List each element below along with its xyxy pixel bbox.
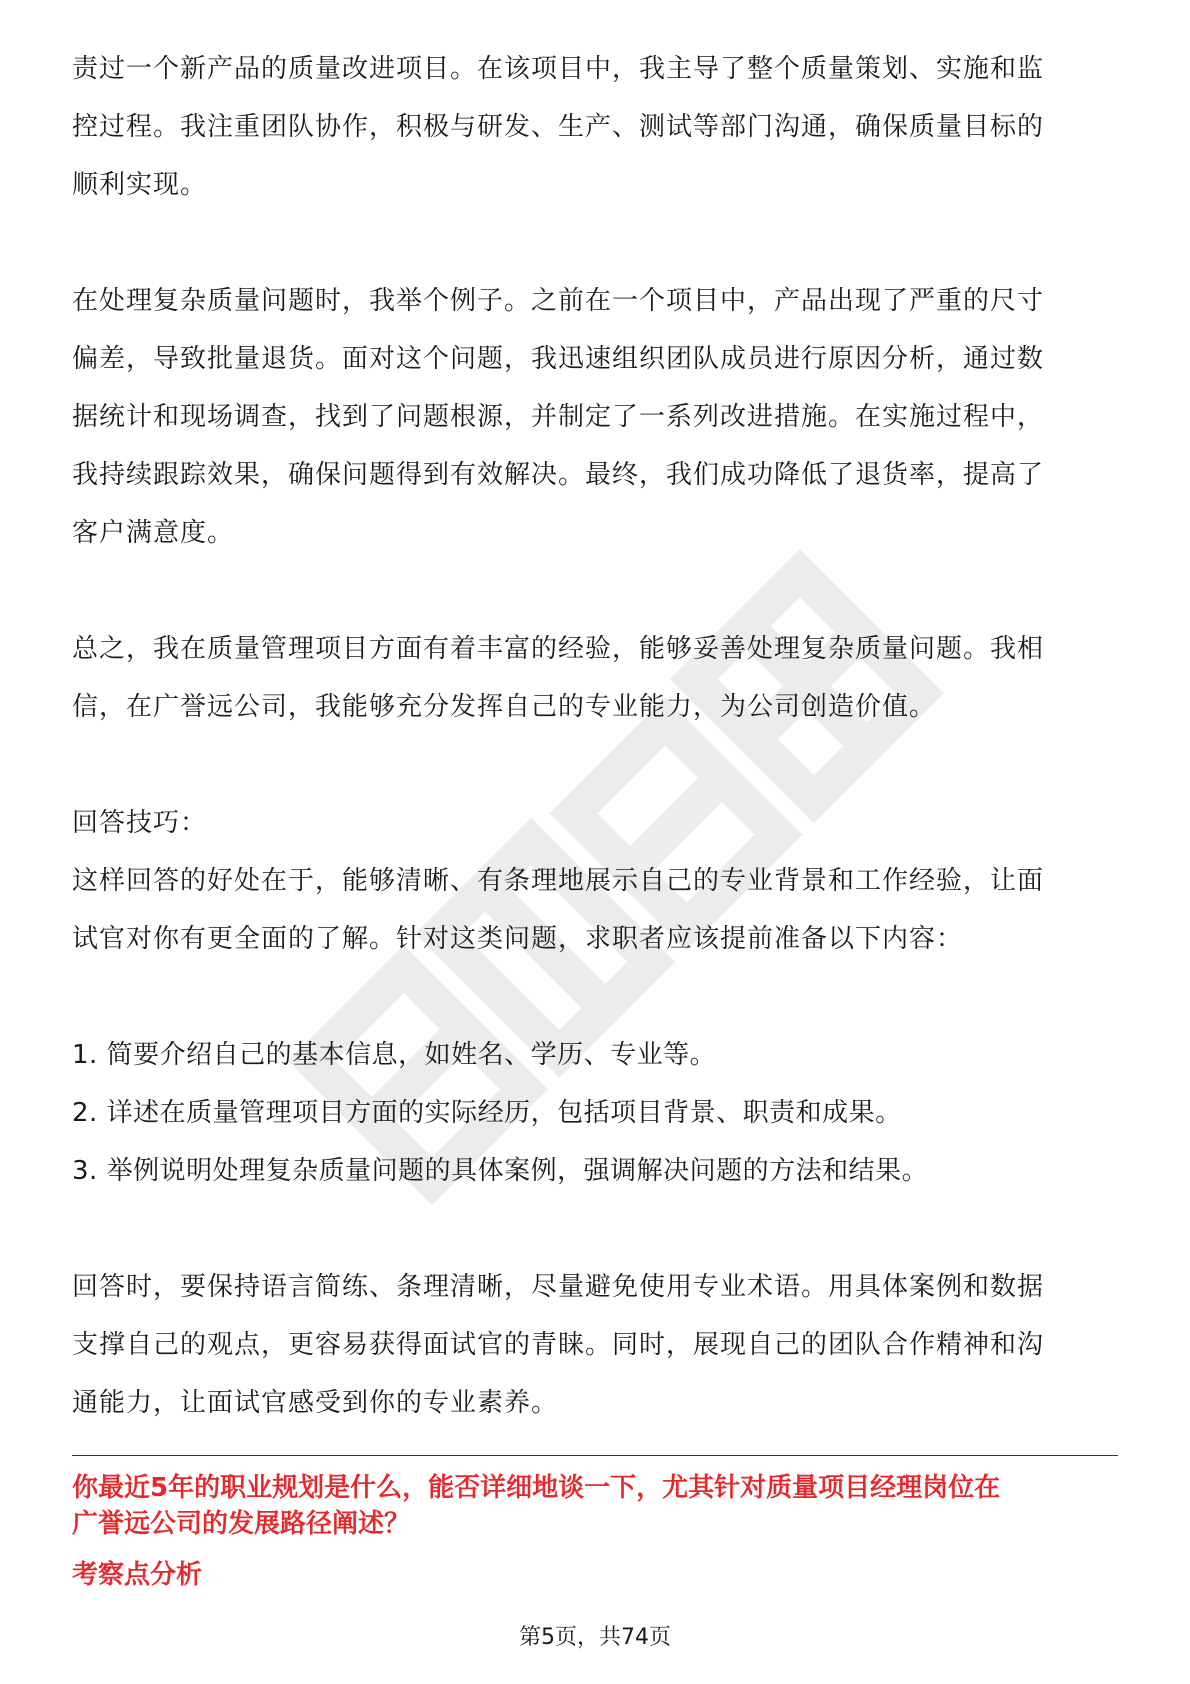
paragraph-summary — [72, 620, 1118, 736]
text-line: 偏差，导致批量退货。面对这个问题，我迅速组织团队成员进行原因分析，通过数 — [72, 344, 1045, 374]
paragraph-answer-advice — [72, 1258, 1118, 1432]
text-line: 据统计和现场调查，找到了问题根源，并制定了一系列改进措施。在实施过程中， — [72, 402, 1045, 432]
interview-question — [72, 1470, 1118, 1542]
text-line: 在处理复杂质量问题时，我举个例子。之前在一个项目中，产品出现了严重的尺寸 — [72, 286, 1045, 316]
text-line: 信，在广誉远公司，我能够充分发挥自己的专业能力，为公司创造价值。 — [72, 692, 937, 722]
text-line: 我持续跟踪效果，确保问题得到有效解决。最终，我们成功降低了退货率，提高了 — [72, 460, 1045, 490]
preparation-list — [72, 1026, 1118, 1200]
paragraph-gap — [72, 562, 1118, 620]
text-line: 责过一个新产品的质量改进项目。在该项目中，我主导了整个质量策划、实施和监 — [72, 54, 1045, 84]
paragraph-gap — [72, 214, 1118, 272]
document-body — [72, 40, 1118, 1432]
paragraph-gap — [72, 736, 1118, 794]
text-line: 顺利实现。 — [72, 170, 208, 200]
analysis-section-title: 考察点分析 — [72, 1560, 203, 1590]
text-line: 这样回答的好处在于，能够清晰、有条理地展示自己的专业背景和工作经验，让面 — [72, 866, 1045, 896]
text-line: 回答时，要保持语言简练、条理清晰，尽量避免使用专业术语。用具体案例和数据 — [72, 1272, 1045, 1302]
list-item: 3. 举例说明处理复杂质量问题的具体案例，强调解决问题的方法和结果。 — [72, 1156, 929, 1186]
text-line: 客户满意度。 — [72, 518, 235, 548]
text-line: 总之，我在质量管理项目方面有着丰富的经验，能够妥善处理复杂质量问题。我相 — [72, 634, 1045, 664]
section-divider — [72, 1455, 1118, 1456]
text-line: 通能力，让面试官感受到你的专业素养。 — [72, 1388, 559, 1418]
text-line: 控过程。我注重团队协作，积极与研发、生产、测试等部门沟通，确保质量目标的 — [72, 112, 1045, 142]
text-line: 试官对你有更全面的了解。针对这类问题，求职者应该提前准备以下内容： — [72, 924, 964, 954]
text-line: 支撑自己的观点，更容易获得面试官的青睐。同时，展现自己的团队合作精神和沟 — [72, 1330, 1045, 1360]
page-number-footer: 第5页，共74页 — [519, 1625, 671, 1650]
question-line: 你最近5年的职业规划是什么，能否详细地谈一下，尤其针对质量项目经理岗位在 — [72, 1473, 1001, 1503]
paragraph-gap — [72, 1200, 1118, 1258]
paragraph-gap — [72, 968, 1118, 1026]
list-item: 1. 简要介绍自己的基本信息，如姓名、学历、专业等。 — [72, 1040, 717, 1070]
paragraph-complex-issue-example — [72, 272, 1118, 562]
paragraph-tips — [72, 852, 1118, 968]
list-item: 2. 详述在质量管理项目方面的实际经历，包括项目背景、职责和成果。 — [72, 1098, 902, 1128]
paragraph-project-experience — [72, 40, 1118, 214]
tips-heading: 回答技巧： — [72, 808, 208, 838]
question-line: 广誉远公司的发展路径阐述？ — [72, 1509, 411, 1539]
